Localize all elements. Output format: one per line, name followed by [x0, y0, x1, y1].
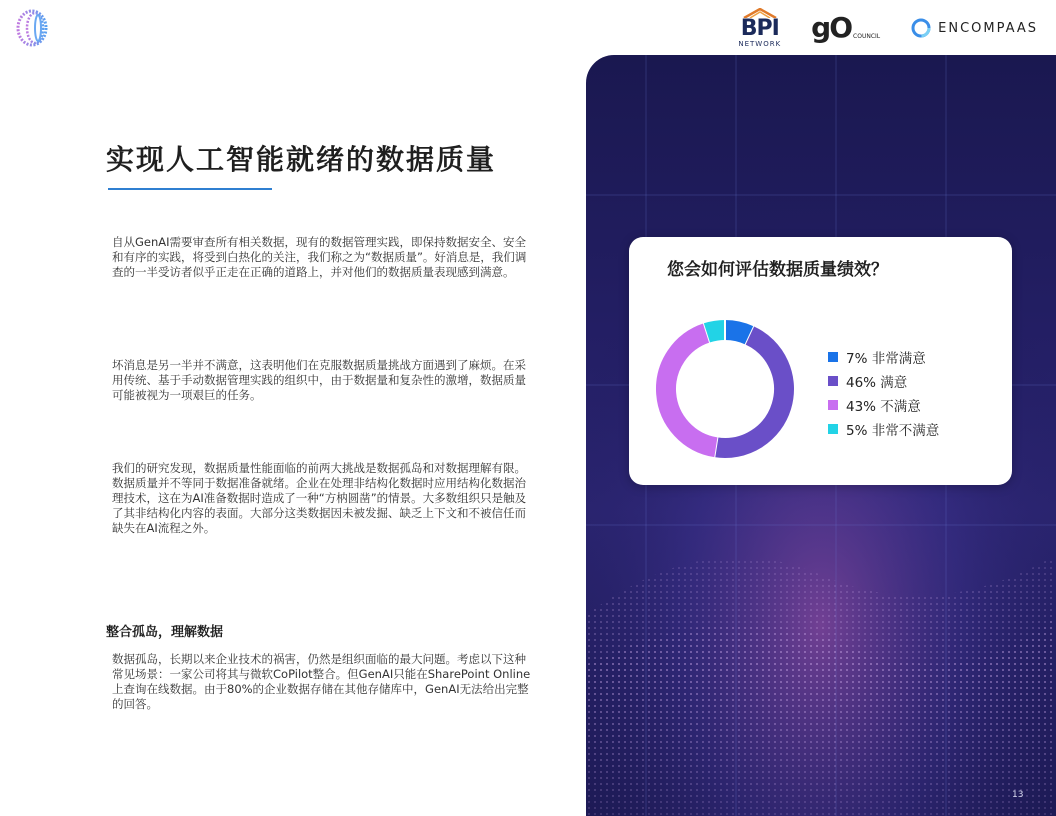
legend-swatch — [828, 400, 838, 410]
title-underline — [108, 188, 272, 190]
legend-label: 5% 非常不满意 — [846, 423, 940, 439]
section-subheading: 整合孤岛，理解数据 — [106, 625, 224, 640]
legend-item — [828, 369, 939, 393]
donut-slice-1 — [725, 330, 750, 336]
survey-chart-card — [629, 237, 1012, 485]
go-logo-text: gO — [811, 11, 852, 44]
legend-swatch — [828, 352, 838, 362]
donut-slice-4 — [707, 330, 725, 333]
go-logo-subtext: COUNCIL — [853, 33, 881, 40]
chart-legend — [828, 345, 939, 441]
legend-item — [828, 345, 939, 369]
page-title: 实现人工智能就绪的数据质量 — [106, 143, 497, 176]
bad-news-paragraph: 坏消息是另一半并不满意，这表明他们在克服数据质量挑战方面遇到了麻烦。在采用传统、基于手动数据管理实践的组织中，由于数据量和复杂性的激增，数据质量可能被视为一项艰巨的任务。 — [112, 358, 526, 402]
bpi-logo-text: BPI — [740, 16, 779, 41]
go-council-logo — [811, 11, 881, 44]
brand-logo-icon — [14, 8, 50, 48]
legend-swatch — [828, 424, 838, 434]
partner-logos — [738, 6, 1038, 50]
research-paragraph: 我们的研究发现，数据质量性能面临的前两大挑战是数据孤岛和对数据理解有限。数据质量并不等同于数据准备就绪。企业在处理非结构化数据时应用结构化数据治理技术，这在为AI准备数据时造成了一种“方枘圆凿”的情景。大多数组织只是触及了其非结构化内容的表面。大部分这类数据因未被发掘、缺乏上下文和不被信任而缺失在AI流程之外。 — [112, 461, 527, 535]
donut-slice-2 — [716, 336, 784, 448]
silos-paragraph: 数据孤岛，长期以来企业技术的祸害，仍然是组织面临的最大问题。考虑以下这种常见场景：一家公司将其与微软CoPilot整合。但GenAI只能在SharePoint Online上查询在线数据。由于80%的企业数据存储在其他存储库中，GenAI无法给出完整的回答。 — [112, 652, 531, 711]
legend-label: 43% 不满意 — [846, 399, 921, 415]
encompaas-logo — [910, 17, 1038, 39]
encompaas-logo-text: ENCOMPAAS — [938, 20, 1038, 36]
donut-chart — [655, 319, 795, 459]
donut-slice-3 — [666, 333, 716, 447]
encompaas-ring-icon — [910, 17, 932, 39]
legend-item — [828, 417, 939, 441]
legend-label: 46% 满意 — [846, 375, 908, 391]
bpi-logo-subtext: NETWORK — [738, 40, 782, 48]
legend-item — [828, 393, 939, 417]
chart-title: 您会如何评估数据质量绩效？ — [667, 260, 888, 280]
bpi-network-logo — [738, 8, 781, 48]
legend-label: 7% 非常满意 — [846, 351, 926, 367]
legend-swatch — [828, 376, 838, 386]
intro-paragraph: 自从GenAI需要审查所有相关数据，现有的数据管理实践，即保持数据安全、安全和有序的实践，将受到白热化的关注，我们称之为“数据质量”。好消息是，我们调查的一半受访者似乎正走在正确的道路上，并对他们的数据质量表现感到满意。 — [112, 235, 527, 279]
page-number: 13 — [1012, 790, 1024, 800]
